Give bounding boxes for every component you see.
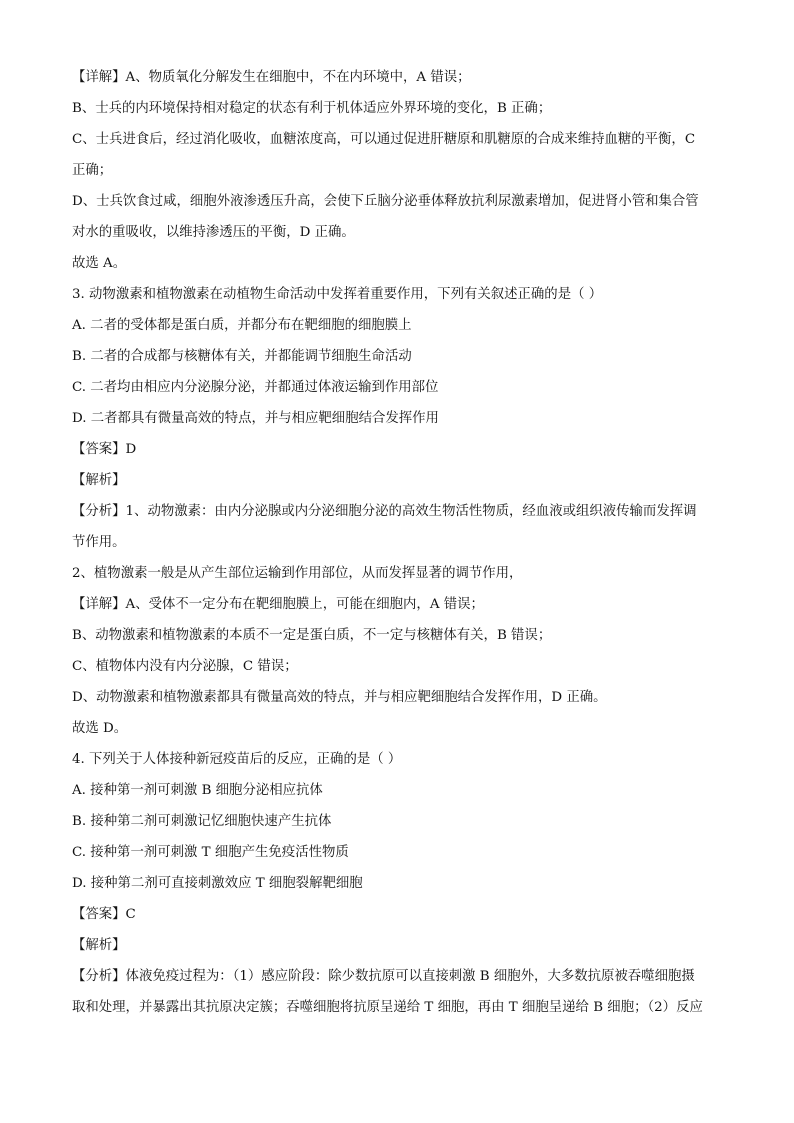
analysis-heading: 【解析】	[72, 473, 126, 488]
answer-label: 【答案】D	[72, 442, 137, 457]
analysis-heading: 【解析】	[72, 938, 126, 953]
text-line: 故选 D。	[72, 721, 128, 736]
option-d: D. 接种第二剂可直接刺激效应 T 细胞裂解靶细胞	[72, 876, 363, 891]
text-line: B、士兵的内环境保持相对稳定的状态有利于机体适应外界环境的变化，B 正确；	[72, 101, 552, 116]
text-line: 取和处理，并暴露出其抗原决定簇；吞噬细胞将抗原呈递给 T 细胞，再由 T 细胞呈递给 B 细胞；（2）反应	[72, 1000, 703, 1015]
text-line: 节作用。	[72, 535, 126, 550]
text-line: 【分析】体液免疫过程为：（1）感应阶段：除少数抗原可以直接刺激 B 细胞外，大多数抗原被吞噬细胞摄	[72, 969, 695, 984]
option-b: B. 二者的合成都与核糖体有关，并都能调节细胞生命活动	[72, 349, 412, 364]
text-line: 【详解】A、受体不一定分布在靶细胞膜上，可能在细胞内，A 错误；	[72, 597, 484, 612]
question-stem: 4. 下列关于人体接种新冠疫苗后的反应，正确的是（ ）	[72, 752, 402, 767]
option-a: A. 二者的受体都是蛋白质，并都分布在靶细胞的细胞膜上	[72, 318, 412, 333]
text-line: D、士兵饮食过咸，细胞外液渗透压升高，会使下丘脑分泌垂体释放抗利尿激素增加，促进肾小管和集合管	[72, 194, 699, 209]
text-line: C、植物体内没有内分泌腺，C 错误；	[72, 659, 298, 674]
document-page	[72, 62, 722, 1023]
text-line: 对水的重吸收，以维持渗透压的平衡，D 正确。	[72, 225, 355, 240]
option-d: D. 二者都具有微量高效的特点，并与相应靶细胞结合发挥作用	[72, 411, 439, 426]
text-line: 正确；	[72, 163, 113, 178]
text-line: 【详解】A、物质氧化分解发生在细胞中，不在内环境中，A 错误；	[72, 70, 471, 85]
text-line: C、士兵进食后，经过消化吸收，血糖浓度高，可以通过促进肝糖原和肌糖原的合成来维持血糖的平衡，C	[72, 132, 696, 147]
option-c: C. 接种第一剂可刺激 T 细胞产生免疫活性物质	[72, 845, 349, 860]
option-c: C. 二者均由相应内分泌腺分泌，并都通过体液运输到作用部位	[72, 380, 439, 395]
text-line: 2、植物激素一般是从产生部位运输到作用部位，从而发挥显著的调节作用，	[72, 566, 523, 581]
option-a: A. 接种第一剂可刺激 B 细胞分泌相应抗体	[72, 783, 323, 798]
option-b: B. 接种第二剂可刺激记忆细胞快速产生抗体	[72, 814, 332, 829]
text-line: 故选 A。	[72, 256, 127, 271]
question-stem: 3. 动物激素和植物激素在动植物生命活动中发挥着重要作用，下列有关叙述正确的是（ ）	[72, 287, 603, 302]
text-line: B、动物激素和植物激素的本质不一定是蛋白质，不一定与核糖体有关，B 错误；	[72, 628, 552, 643]
text-line: 【分析】1、动物激素：由内分泌腺或内分泌细胞分泌的高效生物活性物质，经血液或组织液传输而发挥调	[72, 504, 697, 519]
answer-label: 【答案】C	[72, 907, 136, 922]
text-line: D、动物激素和植物激素都具有微量高效的特点，并与相应靶细胞结合发挥作用，D 正确。	[72, 690, 607, 705]
